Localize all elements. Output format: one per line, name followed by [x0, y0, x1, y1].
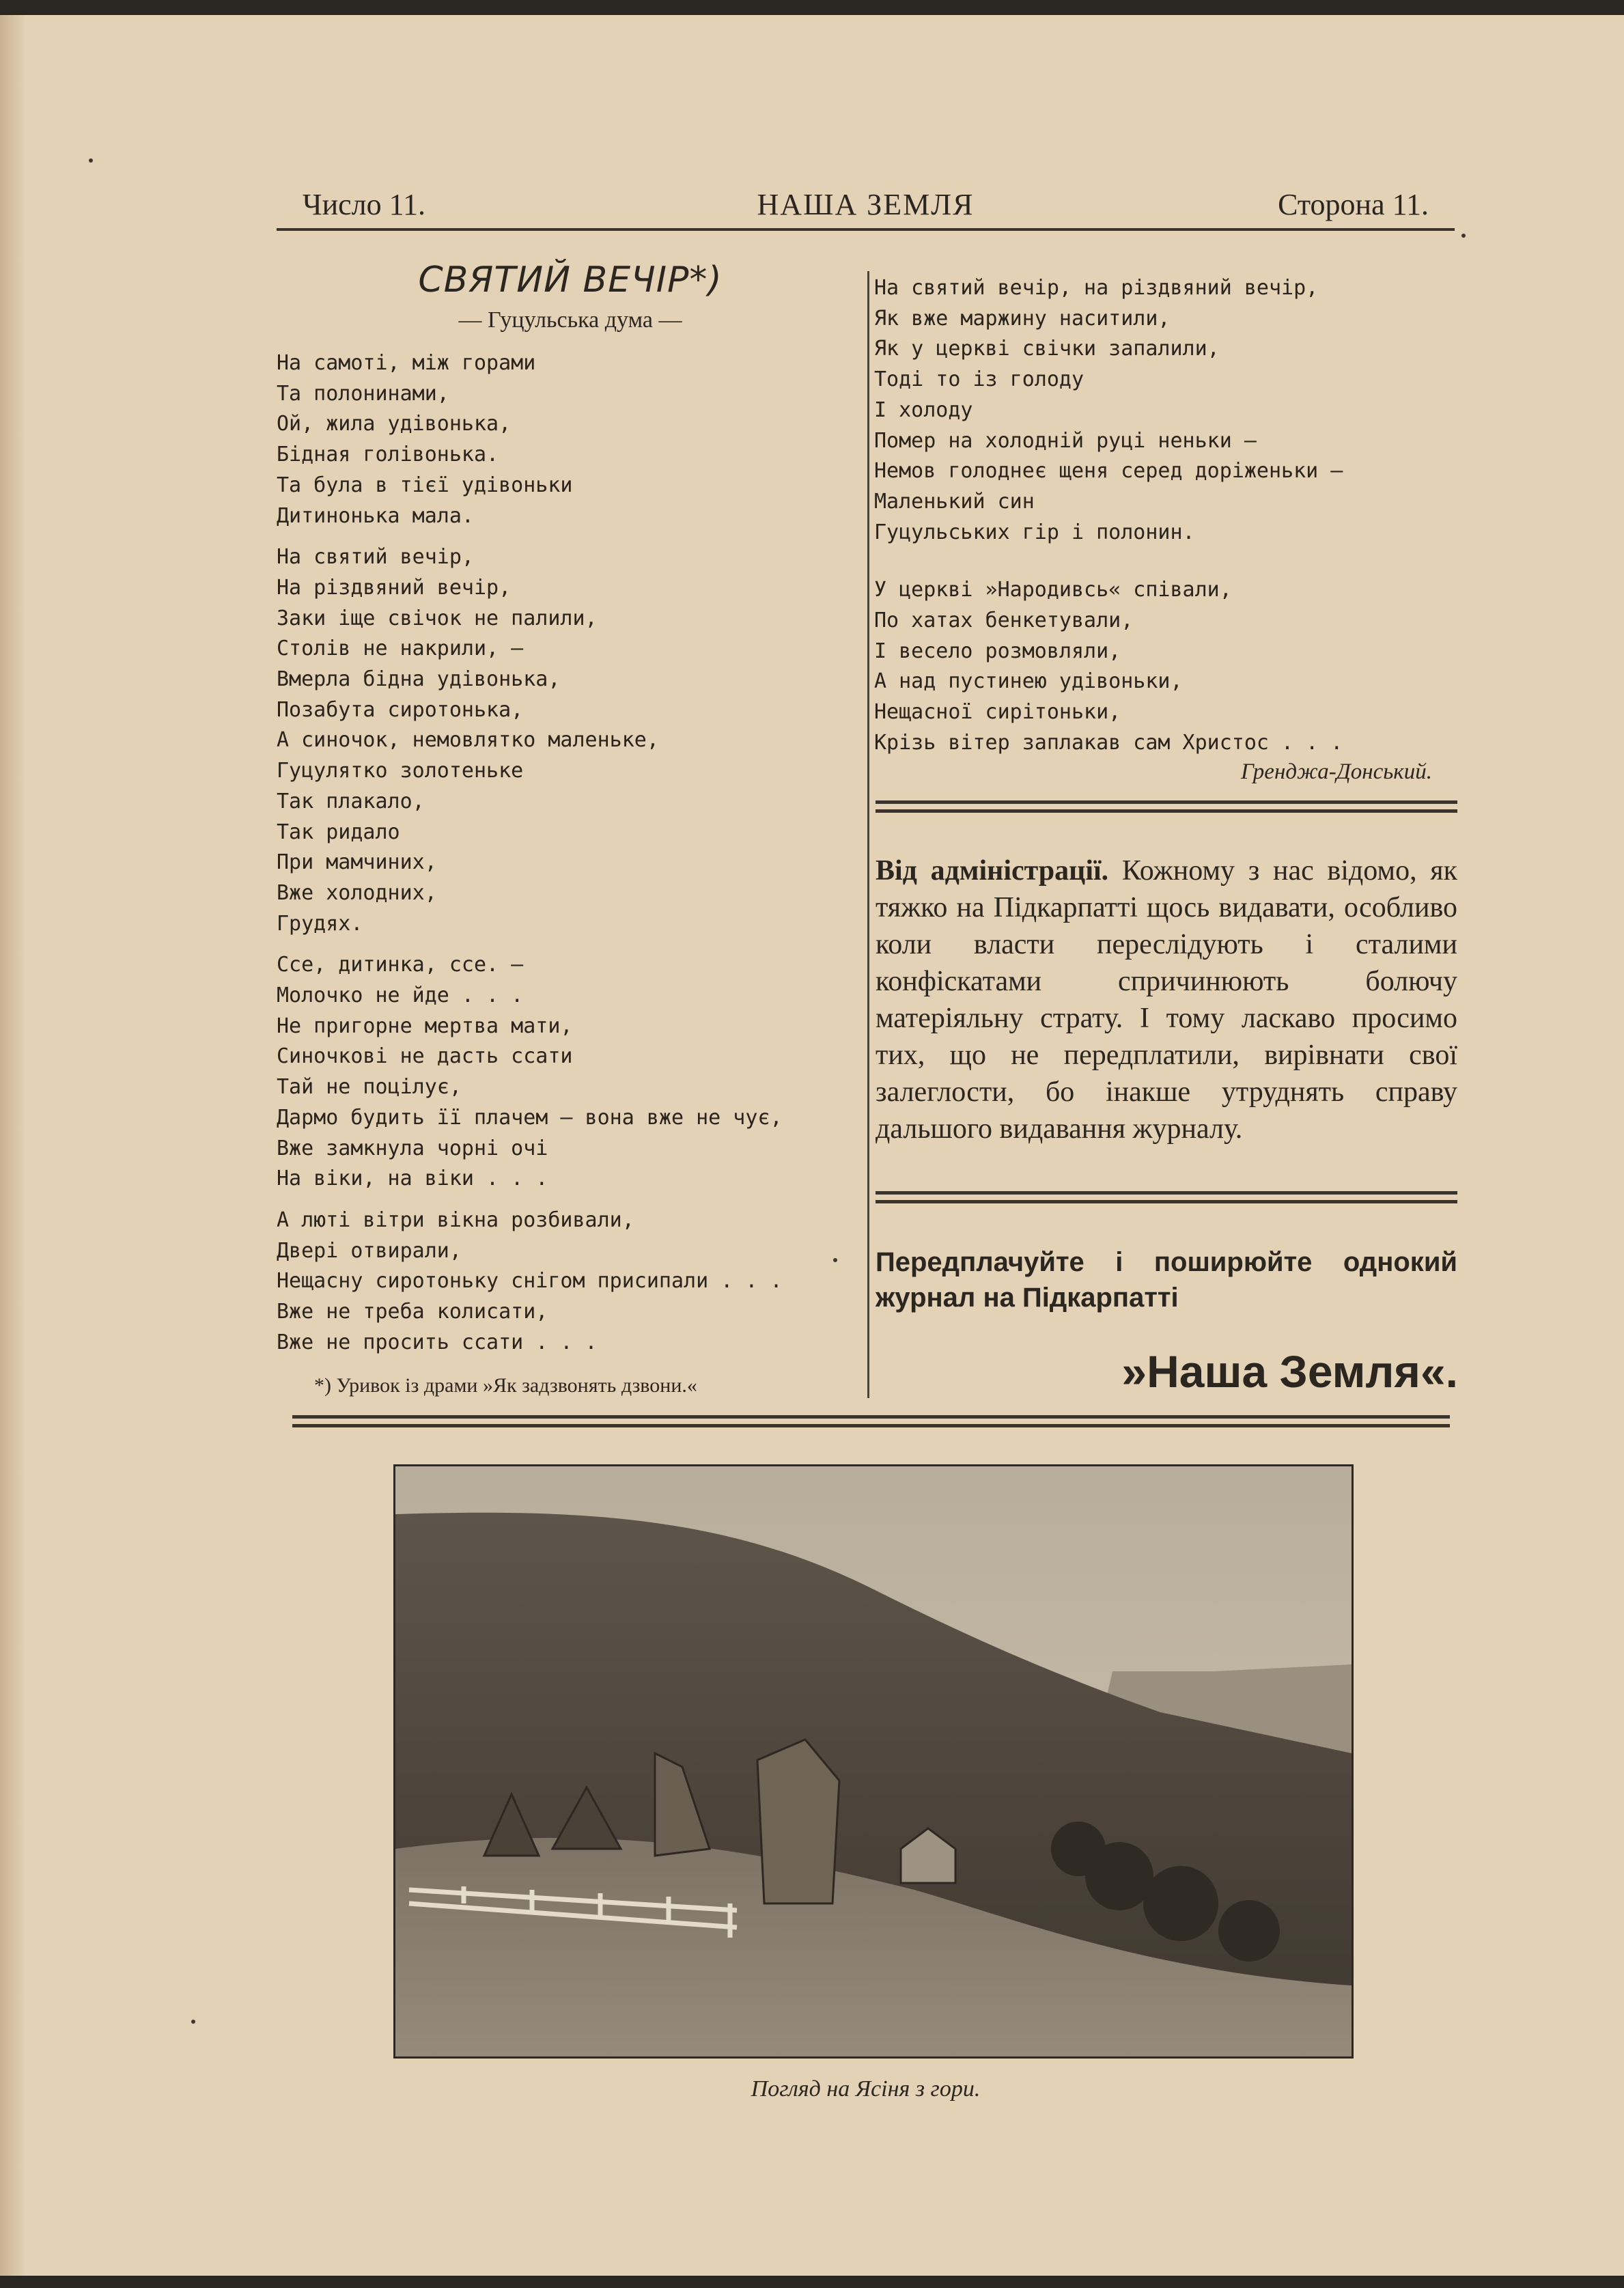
- poem-line: Позабута сиротонька,: [277, 697, 524, 722]
- poem-footnote: *) Уривок із драми »Як задзвонять дзвони.«: [314, 1374, 697, 1397]
- poem-right-column: [874, 273, 1461, 759]
- poem-line: Ссе, дитинка, ссе. —: [277, 953, 524, 977]
- poem-line: Гуцулятко золотеньке: [277, 759, 524, 783]
- poem-line: По хатах бенкетували,: [874, 609, 1134, 633]
- masthead-title: НАША ЗЕМЛЯ: [757, 188, 975, 221]
- admin-notice-body: Кожному з нас відомо, як тяжко на Підкарпатті щось видавати, особливо коли власти переслідують і сталими конфіскатами спричинюють болючу матеріяльну страту. І тому ласкаво просимо тих, що не передплатили, вирівнати свої залеглости, бо інакше утруднять справу дальшого видавання журналу.: [876, 855, 1457, 1145]
- poem-line: Дитинонька мала.: [277, 503, 474, 528]
- paper-speck: [1461, 234, 1466, 238]
- poem-stanza: [277, 348, 864, 531]
- poem-line: На віки, на віки . . .: [277, 1167, 548, 1191]
- poem-line: На святий вечір, на різдвяний вечір,: [874, 276, 1319, 300]
- paper-speck: [191, 2020, 195, 2024]
- poem-line: Вже холодних,: [277, 880, 437, 905]
- poem-line: Синочкові не дасть ссати: [277, 1044, 573, 1069]
- magazine-page: [0, 15, 1624, 2276]
- poem-line: І холоду: [874, 397, 973, 422]
- poem-line: На різдвяний вечір,: [277, 575, 512, 600]
- section-divider: [876, 800, 1457, 813]
- poem-author: Гренджа-Донський.: [1240, 759, 1432, 784]
- subscription-appeal: Передплачуйте і поширюйте однокий журнал на Підкарпатті: [876, 1247, 1457, 1313]
- poem-line: А синочок, немовлятко маленьке,: [277, 728, 659, 753]
- poem-line: Як у церкві свічки запалили,: [874, 337, 1220, 361]
- poem-line: Грудях.: [277, 911, 363, 936]
- poem-line: Нещасну сиротоньку снігом присипали . . .: [277, 1269, 783, 1294]
- poem-line: Бідная голівонька.: [277, 443, 499, 467]
- poem-subtitle: — Гуцульська дума —: [458, 307, 682, 333]
- page-number: Сторона 11.: [1278, 188, 1429, 221]
- poem-line: А люті вітри вікна розбивали,: [277, 1208, 634, 1232]
- issue-number: Число 11.: [303, 188, 425, 221]
- poem-line: А над пустинею удівоньки,: [874, 669, 1183, 694]
- poem-stanza: [277, 1205, 864, 1358]
- section-divider: [876, 1191, 1457, 1203]
- poem-line: Як вже маржину наситили,: [874, 306, 1171, 331]
- poem-line: Гуцульських гір і полонин.: [874, 520, 1195, 544]
- poem-title: СВЯТИЙ ВЕЧІР*): [418, 260, 723, 301]
- paper-speck: [89, 158, 93, 163]
- poem-line: У церкві »Народивсь« співали,: [874, 578, 1232, 602]
- magazine-name: »Наша Земля«.: [1121, 1346, 1458, 1397]
- poem-line: Немов голоднеє щеня серед доріженьки —: [874, 459, 1343, 484]
- poem-line: Нещасної сирітоньки,: [874, 700, 1121, 725]
- poem-line: Маленький син: [874, 489, 1035, 514]
- column-divider: [867, 271, 869, 1398]
- admin-notice-heading: Від адміністрації.: [876, 855, 1109, 887]
- page-header: [277, 173, 1455, 231]
- paper-speck: [833, 1258, 837, 1262]
- poem-line: Молочко не йде . . .: [277, 983, 524, 1008]
- poem-line: Вмерла бідна удівонька,: [277, 667, 561, 692]
- poem-line: Ой, жила удівонька,: [277, 412, 512, 436]
- poem-line: Так ридало: [277, 820, 400, 844]
- poem-stanza: [874, 575, 1461, 758]
- page-edge-shadow: [0, 15, 26, 2276]
- poem-line: На самоті, між горами: [277, 351, 536, 375]
- poem-left-column: [277, 348, 864, 1358]
- poem-line: Та була в тієї удівоньки: [277, 473, 573, 497]
- poem-line: Так плакало,: [277, 789, 425, 813]
- poem-line: Вже не просить ссати . . .: [277, 1330, 598, 1354]
- poem-line: Вже замкнула чорні очі: [277, 1136, 548, 1160]
- poem-line: Крізь вітер заплакав сам Христос . . .: [874, 730, 1343, 755]
- poem-line: Помер на холодній руці неньки —: [874, 428, 1257, 453]
- poem-stanza: [874, 273, 1461, 548]
- poem-line: При мамчиних,: [277, 850, 437, 875]
- poem-stanza: [277, 542, 864, 939]
- poem-line: Вже не треба колисати,: [277, 1300, 548, 1324]
- poem-line: Тай не поцілує,: [277, 1075, 462, 1100]
- landscape-photo: [393, 1464, 1354, 2059]
- poem-line: Не пригорне мертва мати,: [277, 1014, 573, 1038]
- poem-line: Заки іще свічок не палили,: [277, 606, 598, 630]
- poem-line: Дармо будить її плачем — вона вже не чує,: [277, 1105, 783, 1130]
- poem-line: Столів не накрили, —: [277, 637, 524, 661]
- poem-line: Двері отвирали,: [277, 1238, 462, 1263]
- poem-line: Та полонинами,: [277, 381, 449, 406]
- poem-line: І весело розмовляли,: [874, 639, 1121, 663]
- section-divider: [292, 1415, 1450, 1427]
- poem-line: Тоді то із голоду: [874, 367, 1084, 392]
- admin-notice: [876, 852, 1457, 1147]
- photo-caption: Погляд на Ясіня з гори.: [751, 2076, 981, 2102]
- poem-line: На святий вечір,: [277, 545, 474, 570]
- poem-stanza: [277, 950, 864, 1195]
